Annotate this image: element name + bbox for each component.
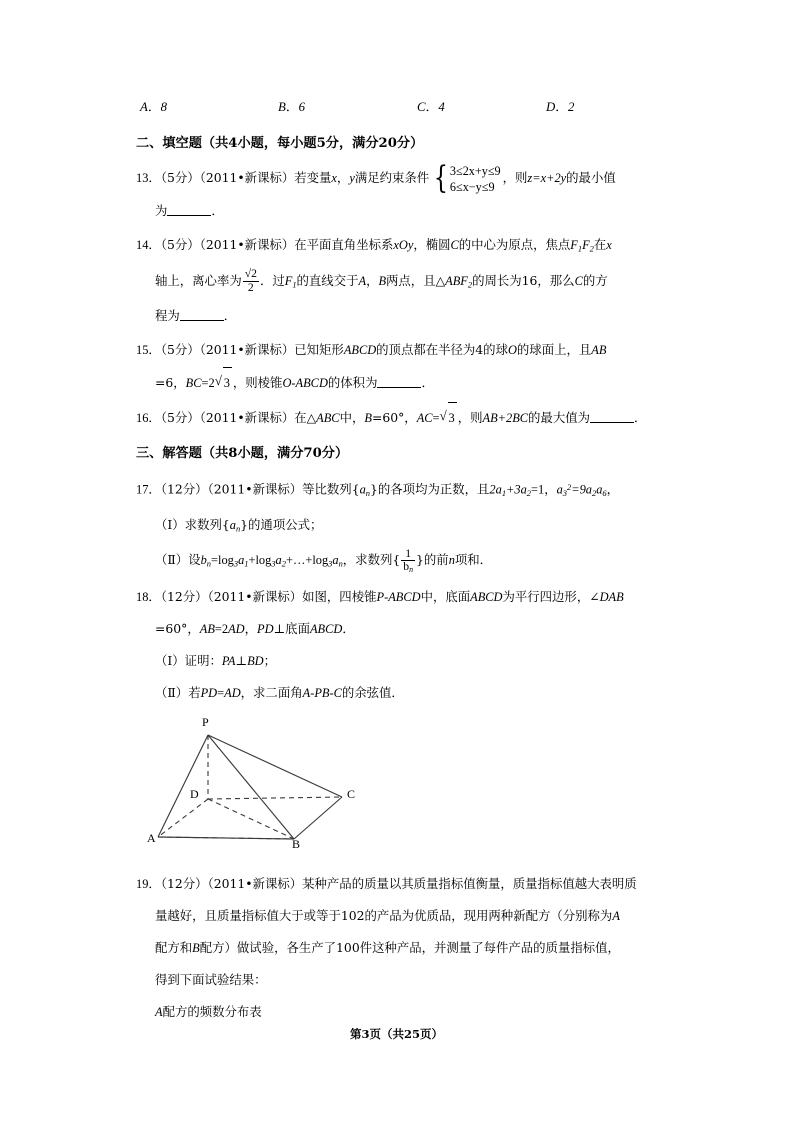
problem-18-l2-t1: =60°， bbox=[155, 621, 200, 637]
problem-14-l2-t3: 的直线交于 bbox=[296, 272, 359, 288]
problem-18-dihedral-a: A bbox=[302, 686, 311, 701]
fraction-denominator: 2 bbox=[243, 281, 259, 294]
problem-16-t1: 在△ bbox=[294, 409, 317, 425]
problem-19-l3-b: 配方）做试验，各生产了100件这种产品，并测量了每件产品的质量指标值， bbox=[199, 940, 620, 956]
problem-15-line-1: 15．（5分）（2011•新课标）已知矩形ABCD的顶点都在半径为4的球O的球面上，且AB bbox=[136, 341, 607, 357]
problem-19-line-4 bbox=[136, 964, 682, 996]
c1-lhs: 3 bbox=[449, 164, 456, 179]
problem-14-l2-comma: ， bbox=[366, 272, 379, 288]
problem-19 bbox=[136, 868, 682, 1028]
problem-13-score: （5分） bbox=[160, 170, 200, 185]
problem-15-l2-t1: =6， bbox=[155, 374, 186, 390]
problem-14-l3-t1: 程为 bbox=[155, 307, 180, 323]
problem-17-log-arg-1-sub: 1 bbox=[244, 558, 249, 569]
answer-blank-13[interactable] bbox=[167, 203, 211, 216]
c2-rhs: 9 bbox=[488, 180, 495, 195]
problem-19-line-5 bbox=[136, 996, 682, 1028]
problem-13-text-d: 的最小值 bbox=[566, 170, 616, 185]
problem-18 bbox=[136, 581, 682, 858]
radical-sign-icon: √ bbox=[214, 372, 222, 388]
problem-17-part1-a-sub: n bbox=[235, 523, 241, 534]
problem-14-l2-t4: 两点，且△ bbox=[386, 272, 446, 288]
problem-16 bbox=[136, 401, 682, 434]
problem-18-pa: PA bbox=[221, 654, 236, 669]
problem-16-t3: =60°， bbox=[371, 409, 417, 425]
problem-16-angle-b: B bbox=[364, 410, 372, 425]
reciprocal-bn-fraction bbox=[401, 548, 415, 575]
problem-17-log-arg-2-sub: 2 bbox=[281, 558, 286, 569]
c2-le-1: ≤ bbox=[455, 180, 463, 195]
solid-edges bbox=[158, 735, 342, 839]
sqrt-3-radical-16 bbox=[440, 401, 457, 434]
problem-17-bn-sub: n bbox=[206, 558, 212, 569]
page-content bbox=[136, 96, 682, 1028]
problem-17-number: 17 bbox=[136, 482, 149, 497]
problem-19-line-2 bbox=[136, 900, 682, 932]
problem-15-t3: 的球面上，且 bbox=[516, 341, 592, 357]
problem-18-part1-end: ； bbox=[263, 653, 276, 669]
radical-sign-icon: √ bbox=[439, 407, 447, 423]
problem-14-line-2 bbox=[136, 265, 682, 300]
problem-17-eq2-b: =9a bbox=[571, 482, 592, 497]
problem-14-l2-f1-sub: 1 bbox=[292, 278, 297, 289]
problem-15-l2-t3: 的体积为 bbox=[327, 374, 378, 390]
choice-option-a[interactable]: A．8 bbox=[140, 100, 168, 114]
answer-blank-14[interactable] bbox=[180, 308, 224, 321]
problem-18-l2-t2: =2 bbox=[214, 622, 229, 637]
c1-rhs: 9 bbox=[494, 164, 501, 179]
figure-label-a: A bbox=[147, 831, 156, 846]
answer-blank-16[interactable] bbox=[590, 410, 634, 423]
choice-value-b: 6 bbox=[298, 100, 306, 114]
problem-18-part2-mid: ，求二面角 bbox=[240, 685, 303, 701]
problem-17-part2-text: （Ⅱ）设 bbox=[155, 552, 201, 568]
problem-16-t6: 的最大值为 bbox=[528, 409, 590, 425]
problem-18-number: 18 bbox=[136, 590, 149, 605]
problem-19-table-caption: 配方的频数分布表 bbox=[162, 1004, 262, 1020]
problem-15-period: ． bbox=[421, 374, 434, 390]
problem-14-l2-t2: ．过 bbox=[259, 272, 285, 288]
problem-19-source: （2011•新课标） bbox=[207, 876, 303, 892]
problem-18-part2-eq: = bbox=[217, 686, 225, 701]
problem-13-line-1: 13．（5分）（2011•新课标）若变量x，y满足约束条件 { 3≤2x+y≤9 6≤x−y≤9 ，则z=x+2y的最小值 bbox=[136, 160, 616, 197]
problem-17-part1-tail: }的通项公式； bbox=[240, 516, 323, 532]
problem-14-point-b: B bbox=[378, 273, 387, 288]
problem-17-log-3: +…+log bbox=[285, 553, 329, 568]
problem-13-text-b: 满足约束条件 bbox=[354, 170, 430, 185]
choice-value-a: 8 bbox=[160, 100, 168, 114]
problem-17-source: （2011•新课标） bbox=[207, 481, 303, 497]
problem-17-bn: b bbox=[200, 553, 207, 568]
problem-17-eq2-c-sub: 6 bbox=[602, 487, 607, 498]
edge-dc bbox=[208, 797, 342, 799]
problem-15-bc-eq: =2 bbox=[201, 375, 215, 390]
problem-15-t2: 的顶点都在半径为4的球 bbox=[376, 341, 508, 357]
problem-16-line-1: 16．（5分）（2011•新课标）在△ABC中，B=60°，AC= √ 3 ，则AB+2BC的最大值为 ． bbox=[136, 401, 682, 434]
left-brace: { bbox=[433, 160, 449, 197]
problem-16-t5: ，则 bbox=[457, 409, 483, 425]
problem-14-f1-sub: 1 bbox=[577, 243, 583, 254]
problem-17-eq2-c: a bbox=[596, 482, 603, 497]
problem-18-dash: - bbox=[384, 590, 389, 605]
perpendicular-icon: ⊥ bbox=[235, 654, 248, 669]
problem-17-eq1-a-sub: 1 bbox=[501, 487, 507, 498]
problem-13-text-c: ，则 bbox=[502, 170, 528, 185]
problem-18-line-1: 18．（12分）（2011•新课标）如图，四棱锥P-ABCD中，底面ABCD为平行四边形，∠DAB bbox=[136, 589, 624, 605]
problem-19-table-label-a: A bbox=[155, 1005, 163, 1020]
problem-18-bd: BD bbox=[247, 654, 264, 669]
figure-label-c: C bbox=[347, 787, 356, 802]
problem-19-line-1: 19．（12分）（2011•新课标）某种产品的质量以其质量指标值衡量，质量指标值越大表明质 bbox=[136, 876, 637, 892]
problem-18-dihedral-dash-2: - bbox=[329, 686, 334, 701]
problem-16-period: ． bbox=[634, 409, 647, 425]
problem-18-l2-period: ． bbox=[342, 621, 355, 637]
problem-13-z: z bbox=[527, 171, 533, 185]
problem-15-dash: - bbox=[291, 375, 296, 390]
problem-18-l2-t4: ⊥底面 bbox=[273, 621, 310, 637]
problem-15-abcd: ABCD bbox=[343, 342, 377, 357]
problem-14-t2: ，椭圆 bbox=[413, 237, 451, 253]
problem-16-t2: 中， bbox=[339, 409, 365, 425]
problem-14 bbox=[136, 229, 682, 332]
choice-label-b: B bbox=[278, 100, 286, 114]
sqrt-3-radical bbox=[215, 366, 232, 399]
edge-db bbox=[208, 799, 294, 839]
problem-16-abc: ABC bbox=[316, 410, 340, 425]
c1-mid: 2x+y bbox=[462, 164, 488, 179]
c1-le-2: ≤ bbox=[487, 164, 495, 179]
problem-19-formula-b: B bbox=[192, 941, 200, 956]
problem-14-f1: F bbox=[570, 238, 578, 253]
problem-13-var-x: x bbox=[331, 171, 337, 185]
problem-14-period: ． bbox=[223, 307, 237, 323]
problem-13-comma: ， bbox=[336, 170, 350, 185]
problem-17-seq-a: a bbox=[359, 482, 366, 497]
problem-15-l2-o: O bbox=[282, 375, 292, 390]
problem-14-point-a: A bbox=[358, 273, 367, 288]
edge-da bbox=[158, 799, 208, 837]
problem-17-part2-tail-1: }的前 bbox=[416, 552, 449, 568]
problem-18-part2-text: （Ⅱ）若 bbox=[155, 685, 201, 701]
c2-le-2: ≤ bbox=[481, 180, 489, 195]
edge-bc bbox=[294, 797, 342, 839]
problem-18-l2-pd: PD bbox=[257, 622, 274, 637]
problem-15-bc: BC bbox=[185, 375, 202, 390]
problem-16-ac: AC bbox=[416, 410, 433, 425]
problem-18-part1-text: （Ⅰ）证明： bbox=[155, 653, 222, 669]
problem-14-line-1: 14．（5分）（2011•新课标）在平面直角坐标系xOy，椭圆C的中心为原点，焦点$F_1F_2$在x bbox=[136, 237, 612, 254]
problem-18-part2-pd: PD bbox=[200, 686, 218, 701]
problem-14-t4: 在 bbox=[593, 237, 607, 253]
problem-19-l3-a: 配方和 bbox=[155, 940, 193, 956]
problem-18-source: （2011•新课标） bbox=[207, 589, 303, 605]
problem-17-part1-a: a bbox=[229, 517, 236, 532]
problem-15-l2-t2: ，则棱锥 bbox=[232, 374, 283, 390]
problem-14-t3: 的中心为原点，焦点 bbox=[458, 237, 571, 253]
problem-14-xoy: xOy bbox=[393, 238, 414, 253]
problem-14-l2-f1: F bbox=[284, 273, 293, 288]
edge-pb bbox=[208, 735, 294, 839]
problem-14-l2-t6: 的方 bbox=[582, 272, 608, 288]
edge-pa bbox=[158, 735, 208, 837]
problem-15 bbox=[136, 334, 682, 399]
constraint-line-2 bbox=[450, 179, 501, 195]
problem-18-part-2 bbox=[136, 677, 682, 709]
problem-13 bbox=[136, 162, 682, 227]
dashed-edges bbox=[158, 735, 342, 839]
problem-17-part-1 bbox=[136, 509, 682, 544]
problem-18-score: （12分） bbox=[160, 589, 208, 605]
problem-17-score: （12分） bbox=[160, 481, 208, 497]
problem-15-sphere-o: O bbox=[507, 342, 517, 357]
choice-label-d: D bbox=[546, 100, 556, 114]
choice-label-a: A bbox=[140, 100, 148, 114]
problem-18-line-2 bbox=[136, 613, 682, 645]
answer-blank-15[interactable] bbox=[377, 375, 421, 388]
problem-17-log-1: =log bbox=[211, 553, 234, 568]
problem-17-part2-mid: ，求数列{ bbox=[342, 552, 401, 568]
problem-17-line-1: 17．（12分）（2011•新课标）等比数列$\{a_n\}$的各项均为正数，且$2a_1+3a_2=1$，$a_3^2=9a_2a_6$， bbox=[136, 481, 620, 498]
problem-18-t2: 中，底面 bbox=[420, 589, 471, 605]
problem-19-line-3 bbox=[136, 932, 682, 964]
problem-17-log-arg-1: a bbox=[238, 553, 245, 568]
edge-pc bbox=[208, 735, 342, 797]
problem-13-z-rhs: =x+2y bbox=[532, 171, 567, 185]
den-b-sub: n bbox=[409, 565, 414, 575]
c2-mid: x−y bbox=[462, 180, 482, 195]
problem-18-l2-t3: ， bbox=[244, 621, 257, 637]
problem-17-log-arg-n-sub: n bbox=[338, 558, 343, 569]
problem-17-seq-a-sub: n bbox=[365, 487, 371, 498]
problem-16-expr: AB+2BC bbox=[482, 410, 529, 425]
problem-18-l2-ad: AD bbox=[228, 622, 245, 637]
problem-19-l4: 得到下面试验结果： bbox=[155, 972, 267, 988]
problem-13-var-y: y bbox=[349, 171, 355, 185]
problem-13-line-2 bbox=[136, 195, 682, 227]
problem-14-l2-c: C bbox=[574, 273, 583, 288]
problem-17-eq1-rhs: =1， bbox=[531, 482, 557, 497]
problem-17-log-2: +log bbox=[248, 553, 272, 568]
problem-17-eq1-a: 2a bbox=[489, 482, 502, 497]
problem-13-source: （2011•新课标） bbox=[199, 170, 295, 185]
problem-13-number: 13 bbox=[136, 171, 149, 185]
problem-18-apex-p: P bbox=[376, 590, 385, 605]
problem-16-source: （2011•新课标） bbox=[199, 409, 295, 425]
problem-15-number: 15 bbox=[136, 342, 149, 357]
radicand: 3 bbox=[223, 367, 232, 399]
fraction-numerator: √2 bbox=[244, 267, 257, 281]
problem-16-number: 16 bbox=[136, 410, 149, 425]
problem-19-score: （12分） bbox=[160, 876, 208, 892]
problem-13-period: ． bbox=[211, 203, 224, 219]
problem-17-log-arg-n: a bbox=[332, 553, 339, 568]
constraint-line-1 bbox=[450, 163, 501, 179]
problem-15-l2-abcd: ABCD bbox=[295, 375, 328, 390]
figure-label-b: B bbox=[292, 837, 301, 852]
problem-18-t3: 为平行四边形，∠ bbox=[502, 589, 600, 605]
problem-19-number: 19 bbox=[136, 877, 149, 892]
problem-14-t1: 在平面直角坐标系 bbox=[294, 237, 394, 253]
section-heading-solution: 三、解答题（共8小题，满分70分） bbox=[136, 445, 349, 461]
problem-17-eq2-b-sub: 2 bbox=[592, 487, 597, 498]
page-footer: 第3页（共25页） bbox=[349, 1027, 443, 1041]
problem-17-t2: }的各项均为正数，且 bbox=[370, 481, 490, 497]
problem-16-t4: = bbox=[432, 410, 440, 425]
problem-16-score: （5分） bbox=[160, 409, 200, 425]
problem-18-part2-ad: AD bbox=[224, 686, 241, 701]
radicand: 3 bbox=[448, 402, 457, 434]
choice-row bbox=[136, 96, 682, 124]
problem-18-abcd: ABCD bbox=[388, 590, 421, 605]
problem-14-abf2: ABF bbox=[445, 273, 468, 288]
problem-17-part-2 bbox=[136, 544, 682, 579]
figure-label-p: P bbox=[202, 715, 209, 730]
choice-option-b[interactable]: B．6 bbox=[278, 100, 306, 114]
choice-option-c[interactable]: C．4 bbox=[417, 100, 445, 114]
problem-17 bbox=[136, 472, 682, 580]
problem-18-dihedral-pb: PB bbox=[314, 686, 330, 701]
problem-17-eq2-end: ， bbox=[606, 481, 620, 497]
problem-17-eq2-a-sub: 3 bbox=[562, 487, 568, 498]
problem-17-log-base-3: 3 bbox=[328, 558, 333, 569]
problem-18-l2-abcd: ABCD bbox=[309, 622, 343, 637]
problem-13-text-a: 若变量 bbox=[294, 170, 332, 185]
choice-value-c: 4 bbox=[438, 100, 445, 114]
figure-label-d: D bbox=[190, 787, 199, 802]
problem-14-number: 14 bbox=[136, 238, 149, 253]
problem-17-eq1-b: +3a bbox=[506, 482, 527, 497]
problem-15-line-2 bbox=[136, 366, 682, 399]
eccentricity-fraction bbox=[243, 268, 259, 294]
problem-15-source: （2011•新课标） bbox=[199, 341, 295, 357]
problem-18-part2-tail: 的余弦值． bbox=[341, 685, 404, 701]
problem-19-l2-a: 量越好，且质量指标值大于或等于102的产品为优质品，现用两种新配方（分别称为 bbox=[155, 908, 613, 924]
problem-13-constraint-system bbox=[431, 160, 501, 197]
section-heading-fill-in: 二、填空题（共4小题，每小题5分，满分20分） bbox=[136, 136, 424, 151]
problem-17-eq2-a: a bbox=[556, 482, 563, 497]
problem-17-log-arg-2: a bbox=[275, 553, 282, 568]
problem-14-ellipse-c: C bbox=[450, 238, 459, 253]
problem-14-axis-x: x bbox=[606, 238, 612, 253]
problem-18-t1: 如图，四棱锥 bbox=[302, 589, 377, 605]
choice-label-c: C bbox=[417, 100, 426, 114]
problem-13-line2-text: 为 bbox=[155, 203, 168, 219]
choice-value-d: 2 bbox=[568, 100, 575, 114]
problem-14-score: （5分） bbox=[160, 237, 200, 253]
problem-18-angle-dab: DAB bbox=[599, 590, 624, 605]
problem-17-log-base-2: 3 bbox=[271, 558, 276, 569]
problem-17-eq2-a-sup: 2 bbox=[567, 481, 572, 492]
problem-17-eq1-b-sub: 2 bbox=[526, 487, 532, 498]
den-b: b bbox=[403, 560, 410, 574]
problem-14-f2-sub: 2 bbox=[589, 243, 594, 254]
problem-18-dihedral-c: C bbox=[333, 686, 342, 701]
problem-14-l2-t5: 的周长为16，那么 bbox=[472, 272, 575, 288]
problem-17-log-base-1: 3 bbox=[233, 558, 239, 569]
problem-17-part2-tail-2: 项和． bbox=[454, 552, 493, 568]
problem-14-abf2-sub: 2 bbox=[467, 278, 473, 289]
problem-19-l1: 某种产品的质量以其质量指标值衡量，质量指标值越大表明质 bbox=[302, 876, 637, 892]
problem-18-dihedral-dash-1: - bbox=[310, 686, 315, 701]
problem-18-part-1 bbox=[136, 645, 682, 677]
choice-option-d[interactable]: D．2 bbox=[546, 100, 575, 114]
problem-14-line-3 bbox=[136, 300, 682, 332]
problem-14-f2: F bbox=[582, 238, 590, 253]
problem-15-t1: 已知矩形 bbox=[294, 341, 344, 357]
problem-18-abcd-2: ABCD bbox=[470, 590, 503, 605]
problem-15-score: （5分） bbox=[160, 341, 200, 357]
c2-lhs: 6 bbox=[449, 180, 456, 195]
problem-14-source: （2011•新课标） bbox=[199, 237, 295, 253]
problem-17-part1-text: （Ⅰ）求数列{ bbox=[155, 516, 230, 532]
fraction-numerator: 1 bbox=[405, 546, 412, 560]
c1-le-1: ≤ bbox=[455, 164, 463, 179]
fraction-denominator bbox=[401, 560, 415, 575]
problem-17-part2-n: n bbox=[448, 553, 455, 568]
problem-15-ab: AB bbox=[591, 342, 607, 357]
problem-18-l2-ab: AB bbox=[199, 622, 215, 637]
figure-pyramid-p-abcd bbox=[146, 713, 446, 858]
problem-19-formula-a: A bbox=[612, 909, 620, 924]
problem-17-t1: 等比数列{ bbox=[302, 481, 360, 497]
problem-14-l2-t1: 轴上，离心率为 bbox=[155, 272, 242, 288]
